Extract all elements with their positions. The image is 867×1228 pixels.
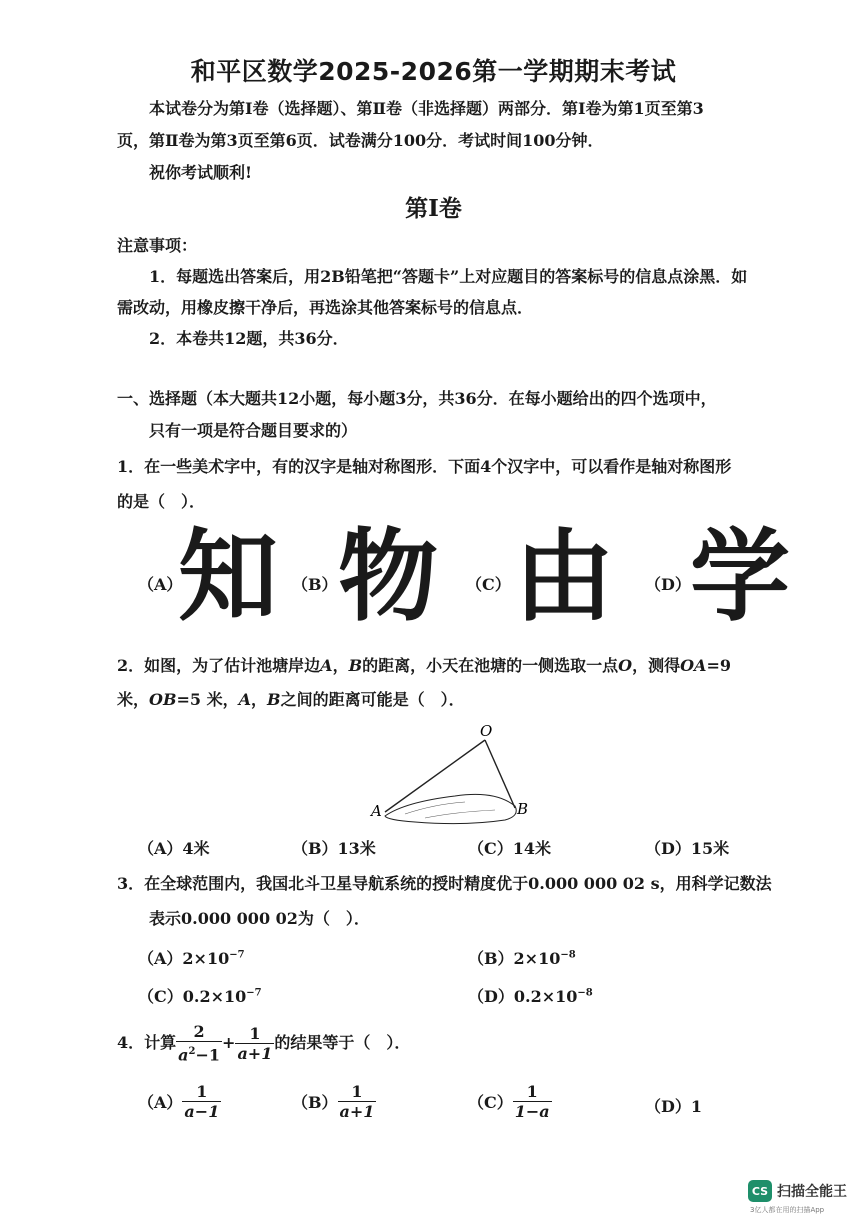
q1-stem-line-2: 的是（ ）． xyxy=(117,492,206,511)
q1-option-c-char: 由 xyxy=(514,518,614,635)
q4-stem: 4．计算 $\frac{2}{a^2-1}$ + $\frac{1}{a+1}$ 的结果等于（ ）． xyxy=(117,1022,411,1065)
pond-triangle-figure xyxy=(365,720,545,830)
q3-stem-line-1: 3．在全球范围内，我国北斗卫星导航系统的授时精度优于0.000 000 02 s，用科学记数法 xyxy=(117,874,772,893)
q2-stem-line-2: 米，OB=5 米，A，B之间的距离可能是（ ）． xyxy=(117,690,465,709)
q1-option-b-char: 物 xyxy=(338,518,438,635)
point-a-label: A xyxy=(371,802,382,820)
q1-stem-line-1: 1．在一些美术字中，有的汉字是轴对称图形．下面4个汉字中，可以看作是轴对称图形 xyxy=(117,457,732,476)
section-heading-line-1: 一、选择题（本大题共12小题，每小题3分，共36分．在每小题给出的四个选项中， xyxy=(117,389,717,408)
segment-oa xyxy=(385,740,485,812)
camscanner-logo-icon: CS xyxy=(748,1180,772,1202)
q4-fraction-2: $\frac{1}{a+1}$ xyxy=(237,1023,273,1063)
q2-option-c: （C）14米 xyxy=(468,839,552,858)
q3-stem-line-2: 表示0.000 000 02为（ ）． xyxy=(149,909,370,928)
intro-line-2: 页，第Ⅱ卷为第3页至第6页．试卷满分100分．考试时间100分钟． xyxy=(117,131,604,150)
pond-shape xyxy=(385,794,516,823)
point-o-label: O xyxy=(480,722,493,740)
q2-option-a: （A）4米 xyxy=(138,839,210,858)
exam-title: 和平区数学2025-2026第一学期期末考试 xyxy=(190,57,677,86)
intro-line-1: 本试卷分为第Ⅰ卷（选择题）、第Ⅱ卷（非选择题）两部分．第Ⅰ卷为第1页至第3 xyxy=(149,99,704,118)
q1-option-c-label: （C） xyxy=(466,575,511,594)
q3-option-b: $(B)2\times 10^{-8}$ xyxy=(468,949,576,968)
q3-option-d: $(D)0.2\times 10^{-8}$ xyxy=(468,987,593,1006)
scanner-tagline: 3亿人都在用的扫描App xyxy=(750,1206,825,1214)
q4-option-a: （A） $\frac{1}{a-1}$ xyxy=(138,1082,220,1121)
section-heading-line-2: 只有一项是符合题目要求的） xyxy=(149,421,358,440)
q4-option-c: （C） $\frac{1}{1-a}$ xyxy=(468,1082,550,1121)
q1-option-a-char: 知 xyxy=(178,518,278,635)
scanner-app-name: 扫描全能王 xyxy=(777,1184,847,1200)
q1-option-d-char: 学 xyxy=(690,518,790,635)
point-b-label: B xyxy=(517,800,529,818)
q2-option-d: （D）15米 xyxy=(645,839,730,858)
q2-option-b: （B）13米 xyxy=(292,839,376,858)
wish-text: 祝你考试顺利! xyxy=(149,163,253,182)
q3-option-a: $(A)2\times 10^{-7}$ xyxy=(138,949,245,968)
q4-fraction-1: $\frac{2}{a^2-1}$ xyxy=(178,1022,221,1065)
pond-shading xyxy=(405,802,495,818)
q3-option-c: $(C)0.2\times 10^{-7}$ xyxy=(138,987,262,1006)
q2-stem-line-1: 2．如图，为了估计池塘岸边A，B的距离，小天在池塘的一侧选取一点O，测得OA=9 xyxy=(117,656,731,675)
q1-option-d-label: （D） xyxy=(645,575,691,594)
note-1-line-1: 1．每题选出答案后，用2B铅笔把“答题卡”上对应题目的答案标号的信息点涂黑．如 xyxy=(149,267,748,286)
part-heading: 第Ⅰ卷 xyxy=(405,195,462,222)
note-1-line-2: 需改动，用橡皮擦干净后，再选涂其他答案标号的信息点． xyxy=(117,298,534,317)
q4-option-d: （D）1 xyxy=(645,1097,703,1116)
q1-option-a-label: （A） xyxy=(138,575,183,594)
notes-heading: 注意事项： xyxy=(117,236,198,255)
q1-option-b-label: （B） xyxy=(292,575,338,594)
scanner-watermark xyxy=(748,1180,847,1202)
note-2: 2．本卷共12题，共36分． xyxy=(149,329,349,348)
q4-option-b: （B） $\frac{1}{a+1}$ xyxy=(292,1082,375,1121)
